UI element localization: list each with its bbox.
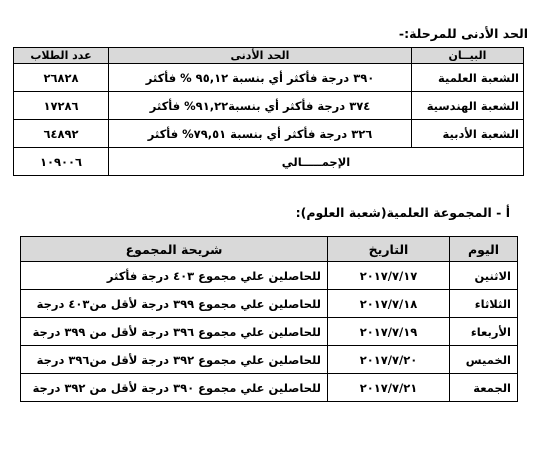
score-range-cell: للحاصلين علي مجموع ٤٠٣ درجة فأكثر [21, 262, 328, 290]
date-cell: ٢٠١٧/٧/١٩ [328, 318, 450, 346]
score-range-cell: للحاصلين علي مجموع ٣٩٩ درجة لأقل من٤٠٣ درجة [21, 290, 328, 318]
header-score-range: شريحة المجموع [21, 237, 328, 262]
total-row [14, 148, 524, 176]
total-label: الإجمـــــالي [109, 148, 524, 176]
student-count: ٦٤٨٩٢ [14, 120, 109, 148]
day-cell: الاثنين [450, 262, 518, 290]
date-cell: ٢٠١٧/٧/١٨ [328, 290, 450, 318]
min-scores-table [13, 47, 524, 176]
min-score: ٣٢٦ درجة فأكثر أي بنسبة ٧٩,٥١% فأكثر [109, 120, 412, 148]
table-row [21, 346, 518, 374]
header-student-count: عدد الطلاب [14, 48, 109, 64]
branch-name: الشعبة العلمية [412, 64, 524, 92]
schedule-table [20, 236, 518, 402]
header-statement: البيــان [412, 48, 524, 64]
student-count: ٢٦٨٢٨ [14, 64, 109, 92]
header-day: اليوم [450, 237, 518, 262]
total-value: ١٠٩٠٠٦ [14, 148, 109, 176]
day-cell: الثلاثاء [450, 290, 518, 318]
day-cell: الخميس [450, 346, 518, 374]
table-row [21, 374, 518, 402]
date-cell: ٢٠١٧/٧/٢١ [328, 374, 450, 402]
date-cell: ٢٠١٧/٧/٢٠ [328, 346, 450, 374]
table-row [14, 92, 524, 120]
min-score: ٣٩٠ درجة فأكثر أي بنسبة ٩٥,١٢ % فأكثر [109, 64, 412, 92]
branch-name: الشعبة الهندسية [412, 92, 524, 120]
table-header-row [21, 237, 518, 262]
table-row [21, 290, 518, 318]
min-score: ٣٧٤ درجة فأكثر أي بنسبة٩١,٢٢% فأكثر [109, 92, 412, 120]
student-count: ١٧٢٨٦ [14, 92, 109, 120]
score-range-cell: للحاصلين علي مجموع ٣٩٦ درجة لأقل من ٣٩٩ درجة [21, 318, 328, 346]
score-range-cell: للحاصلين علي مجموع ٣٩٠ درجة لأقل من ٣٩٢ درجة [21, 374, 328, 402]
table-row [14, 64, 524, 92]
header-min-score: الحد الأدنى [109, 48, 412, 64]
day-cell: الجمعة [450, 374, 518, 402]
table-row [21, 318, 518, 346]
branch-name: الشعبة الأدبية [412, 120, 524, 148]
score-range-cell: للحاصلين علي مجموع ٣٩٢ درجة لأقل من٣٩٦ درجة [21, 346, 328, 374]
table-row [21, 262, 518, 290]
table-header-row [14, 48, 524, 64]
min-scores-heading: الحد الأدنى للمرحلة:- [398, 26, 528, 41]
day-cell: الأربعاء [450, 318, 518, 346]
header-date: التاريخ [328, 237, 450, 262]
table-row [14, 120, 524, 148]
science-group-heading: أ - المجموعة العلمية(شعبة العلوم): [295, 205, 510, 220]
date-cell: ٢٠١٧/٧/١٧ [328, 262, 450, 290]
